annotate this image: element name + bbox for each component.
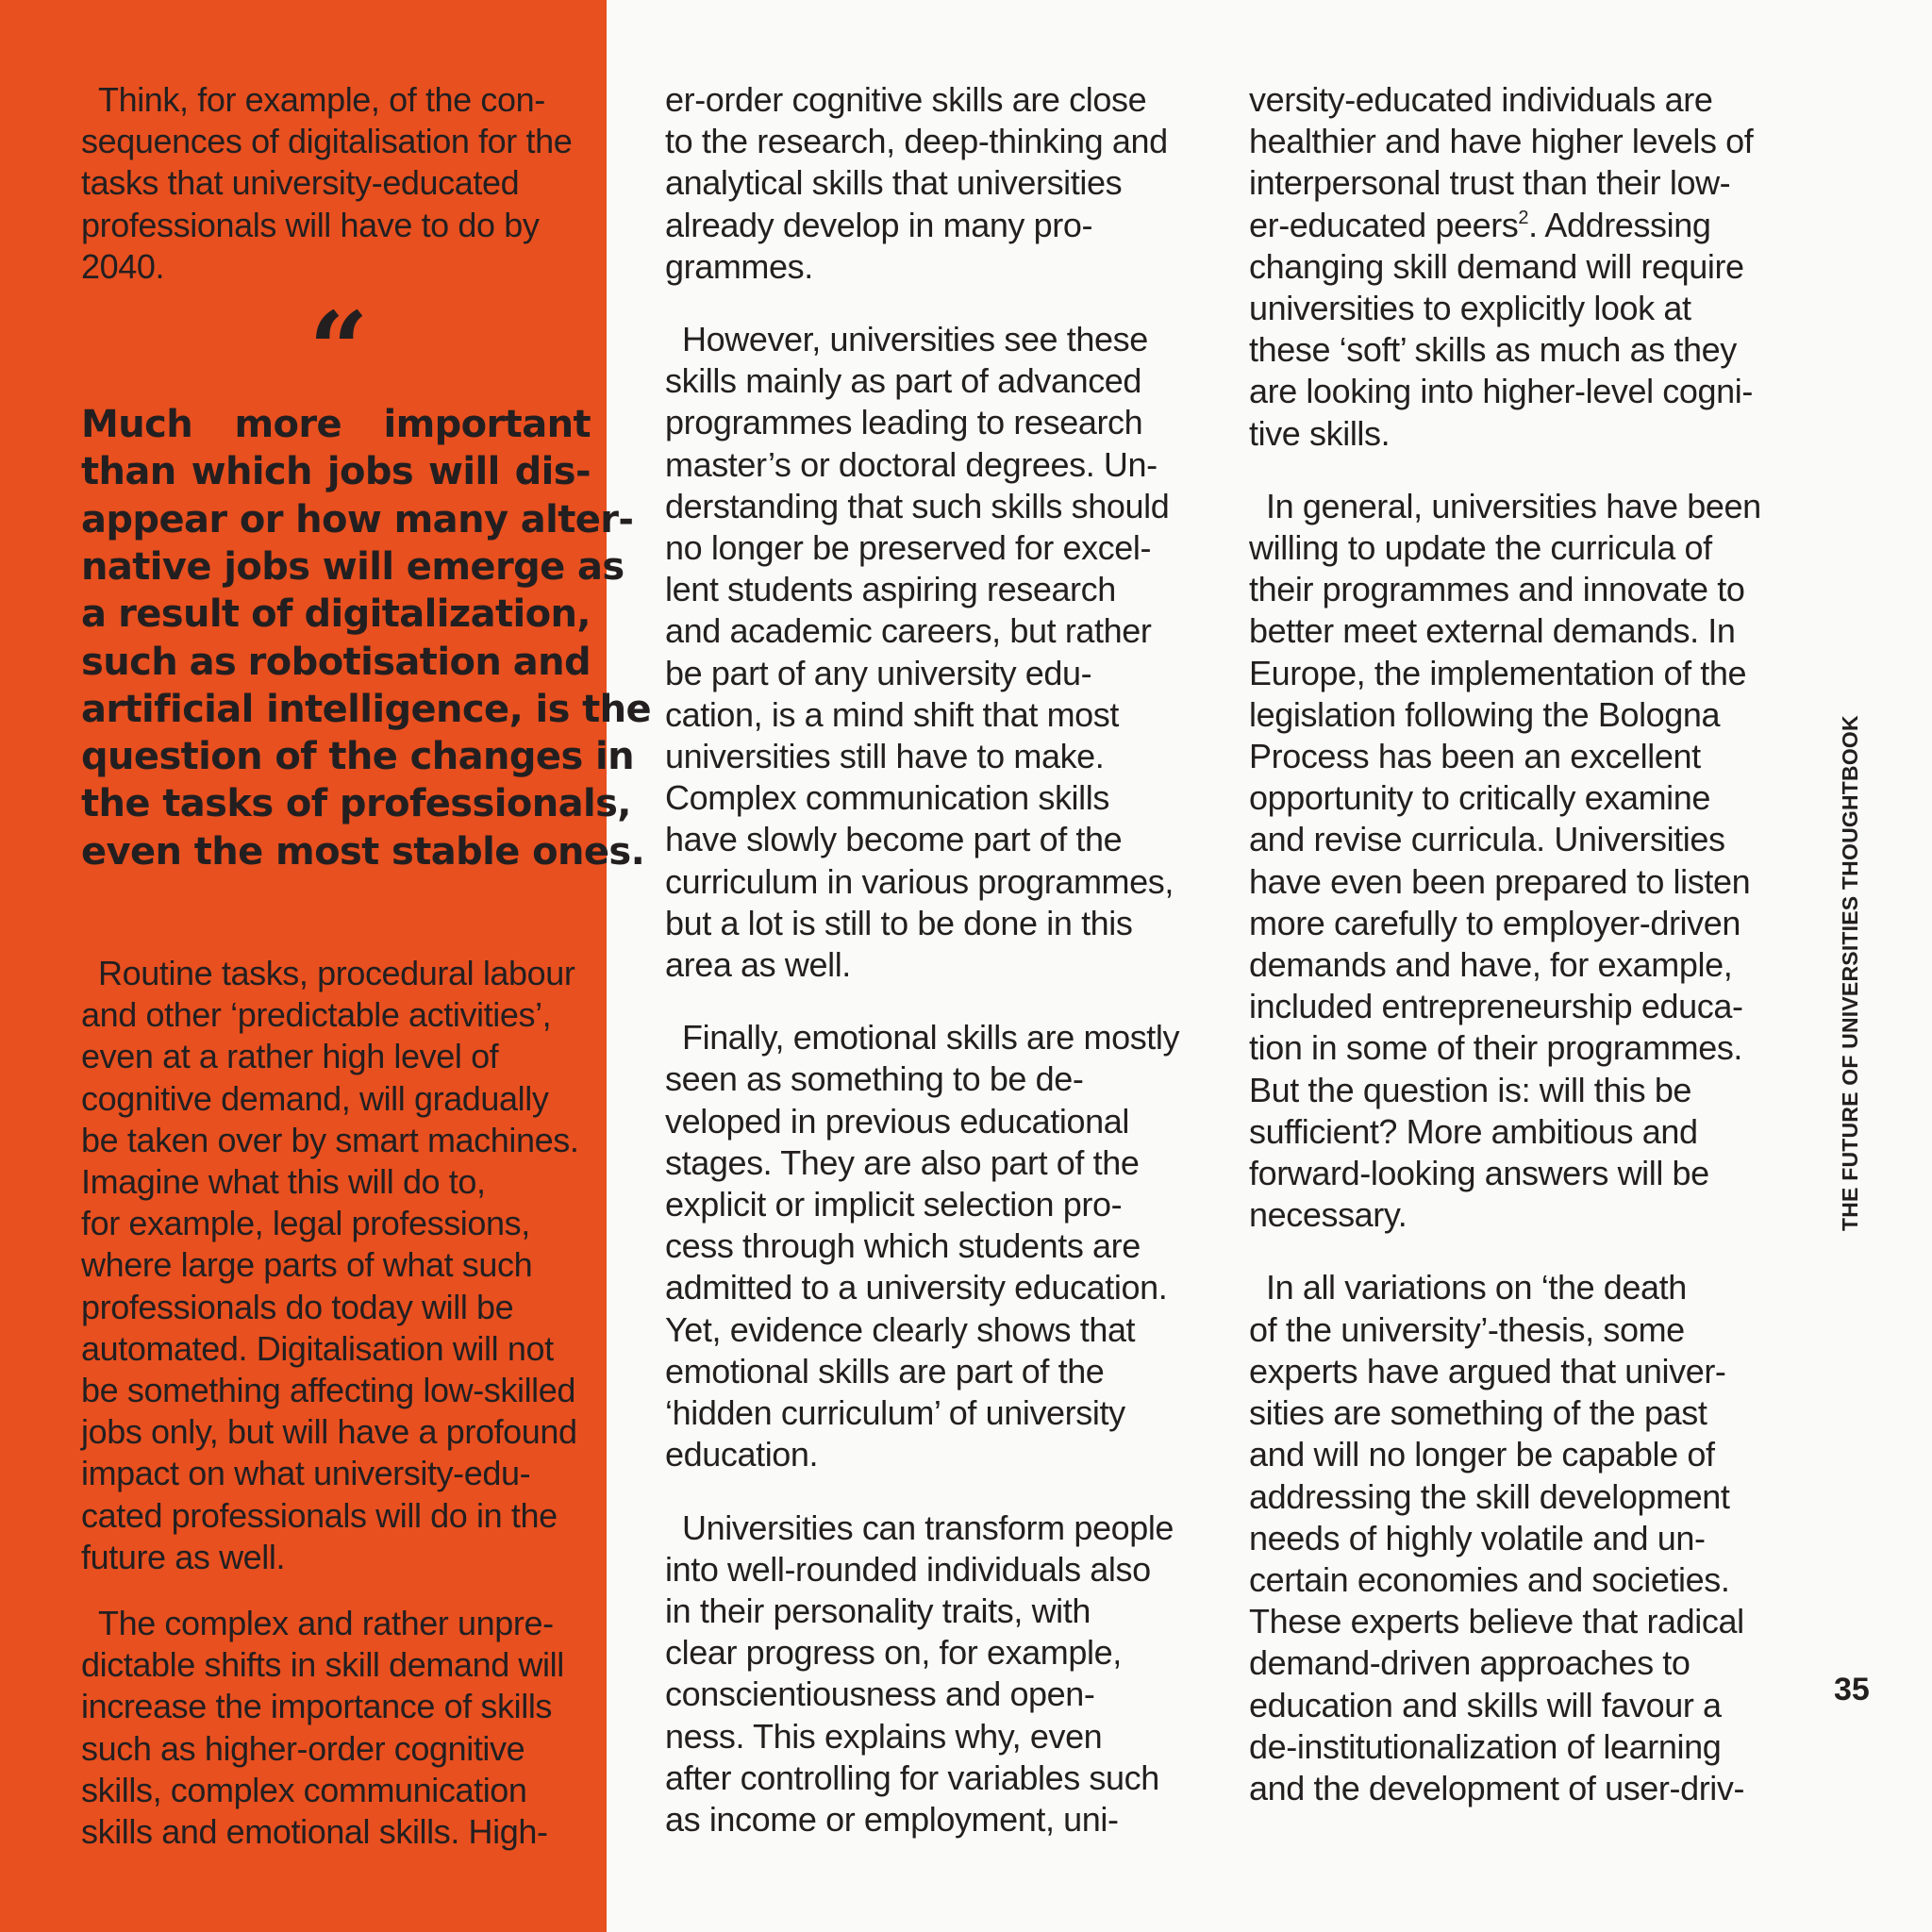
text-line: as income or employment, uni- bbox=[665, 1799, 1119, 1839]
text-line: Imagine what this will do to, bbox=[81, 1162, 486, 1201]
text-line: already develop in many pro- bbox=[665, 205, 1093, 244]
quote-line: even the most stable ones. bbox=[81, 829, 645, 874]
text-line: after controlling for variables such bbox=[665, 1757, 1159, 1797]
text-line: demand-driven approaches to bbox=[1249, 1643, 1690, 1683]
para-death bbox=[1249, 1267, 1763, 1809]
text-line: Finally, emotional skills are mostly bbox=[682, 1018, 1180, 1058]
text-line: In all variations on ‘the death bbox=[1266, 1268, 1687, 1307]
column-right bbox=[1249, 79, 1763, 1809]
text-line: in their personality traits, with bbox=[665, 1591, 1091, 1630]
quote-line: such as robotisation and bbox=[81, 640, 591, 684]
text-line: Process has been an excellent bbox=[1249, 737, 1701, 776]
text-line: Yet, evidence clearly shows that bbox=[665, 1309, 1136, 1349]
text-line: and will no longer be capable of bbox=[1249, 1435, 1715, 1474]
text-line: dictable shifts in skill demand will bbox=[81, 1645, 564, 1685]
text-line: tive skills. bbox=[1249, 413, 1391, 453]
text-line: skills, complex communication bbox=[81, 1770, 527, 1809]
text-line: better meet external demands. In bbox=[1249, 611, 1736, 651]
text-line: programmes leading to research bbox=[665, 403, 1143, 442]
quote-line: question of the changes in bbox=[81, 735, 634, 779]
pull-quote bbox=[81, 401, 652, 875]
para-routine bbox=[81, 953, 591, 1578]
text-line: cation, is a mind shift that most bbox=[665, 694, 1120, 734]
text-line: er-order cognitive skills are close bbox=[665, 80, 1147, 119]
text-line: included entrepreneurship educa- bbox=[1249, 987, 1743, 1026]
text-line: clear progress on, for example, bbox=[665, 1633, 1122, 1673]
text-line: grammes. bbox=[665, 246, 813, 286]
text-line: necessary. bbox=[1249, 1195, 1407, 1235]
text-line: ‘hidden curriculum’ of university bbox=[665, 1393, 1125, 1433]
text-line: be taken over by smart machines. bbox=[81, 1120, 579, 1159]
text-line: universities to explicitly look at bbox=[1249, 289, 1691, 328]
text-line: sequences of digitalisation for the bbox=[81, 122, 573, 161]
text-line: future as well. bbox=[81, 1537, 286, 1576]
para-transform bbox=[665, 1507, 1184, 1841]
text-line: and academic careers, but rather bbox=[665, 611, 1152, 651]
text-line: skills mainly as part of advanced bbox=[665, 361, 1142, 401]
text-line: such as higher-order cognitive bbox=[81, 1728, 525, 1768]
text-line: area as well. bbox=[665, 945, 851, 985]
text-line: explicit or implicit selection pro- bbox=[665, 1185, 1123, 1224]
para-general bbox=[1249, 486, 1763, 1237]
text-line: curriculum in various programmes, bbox=[665, 861, 1174, 901]
text-line: to the research, deep-thinking and bbox=[665, 122, 1168, 161]
quote-line: the tasks of professionals, bbox=[81, 782, 631, 826]
text-line: Think, for example, of the con- bbox=[98, 80, 545, 119]
text-line: their programmes and innovate to bbox=[1249, 570, 1745, 609]
text-line: lent students aspiring research bbox=[665, 570, 1116, 609]
text-line: analytical skills that universities bbox=[665, 163, 1123, 203]
text-line: cess through which students are bbox=[665, 1226, 1141, 1266]
text-line: 2040. bbox=[81, 246, 165, 286]
text-line: have even been prepared to listen bbox=[1249, 861, 1751, 901]
text-line: education. bbox=[665, 1435, 819, 1474]
text-line: professionals do today will be bbox=[81, 1287, 514, 1326]
text-line: jobs only, but will have a profound bbox=[81, 1412, 577, 1452]
text-line: Routine tasks, procedural labour bbox=[98, 953, 575, 992]
text-line: sufficient? More ambitious and bbox=[1249, 1111, 1698, 1151]
text-line: education and skills will favour a bbox=[1249, 1685, 1722, 1724]
text-line: be part of any university edu- bbox=[665, 653, 1092, 692]
text-line: Europe, the implementation of the bbox=[1249, 653, 1747, 692]
text-line: are looking into higher-level cogni- bbox=[1249, 372, 1753, 411]
text-line: tasks that university-educated bbox=[81, 163, 520, 203]
page-number: 35 bbox=[1834, 1672, 1870, 1707]
text-line: skills and emotional skills. High- bbox=[81, 1812, 548, 1852]
text-line: stages. They are also part of the bbox=[665, 1142, 1140, 1182]
text-line: conscientiousness and open- bbox=[665, 1674, 1095, 1714]
para-however bbox=[665, 319, 1184, 986]
para-complex bbox=[81, 1603, 591, 1853]
text-line: no longer be preserved for excel- bbox=[665, 528, 1152, 568]
text-line: opportunity to critically examine bbox=[1249, 778, 1711, 818]
text-line: addressing the skill development bbox=[1249, 1476, 1730, 1516]
quote-line: Much more important bbox=[81, 403, 591, 447]
text-line: increase the importance of skills bbox=[81, 1687, 553, 1726]
text-line: de-institutionalization of learning bbox=[1249, 1726, 1722, 1766]
text-line: legislation following the Bologna bbox=[1249, 694, 1721, 734]
text-line: and revise curricula. Universities bbox=[1249, 820, 1725, 859]
text-line: Complex communication skills bbox=[665, 778, 1109, 818]
text-line: where large parts of what such bbox=[81, 1245, 533, 1285]
text-line: seen as something to be de- bbox=[665, 1059, 1084, 1099]
text-line: and other ‘predictable activities’, bbox=[81, 995, 552, 1035]
text-line: sities are something of the past bbox=[1249, 1393, 1707, 1433]
text-line: However, universities see these bbox=[682, 320, 1148, 359]
quote-line: native jobs will emerge as bbox=[81, 544, 625, 589]
quote-line: a result of digitalization, bbox=[81, 592, 591, 637]
text-line: professionals will have to do by bbox=[81, 205, 540, 244]
text-line: But the question is: will this be bbox=[1249, 1070, 1692, 1109]
text-line: cognitive demand, will gradually bbox=[81, 1078, 549, 1118]
quote-line: artificial intelligence, is the bbox=[81, 687, 652, 731]
para-cont-middle bbox=[665, 79, 1184, 288]
quote-line: appear or how many alter- bbox=[81, 497, 634, 541]
running-title: THE FUTURE OF UNIVERSITIES THOUGHTBOOK bbox=[1838, 715, 1862, 1231]
text-line: these ‘soft’ skills as much as they bbox=[1249, 330, 1737, 370]
text-line: derstanding that such skills should bbox=[665, 486, 1170, 525]
text-line: demands and have, for example, bbox=[1249, 945, 1733, 985]
text-line: healthier and have higher levels of bbox=[1249, 122, 1754, 161]
text-line: have slowly become part of the bbox=[665, 820, 1123, 859]
text-line: and the development of user-driv- bbox=[1249, 1768, 1745, 1807]
text-line: veloped in previous educational bbox=[665, 1101, 1129, 1141]
text-line: even at a rather high level of bbox=[81, 1037, 499, 1076]
text-line: interpersonal trust than their low- bbox=[1249, 163, 1731, 203]
text-line: In general, universities have been bbox=[1266, 486, 1761, 525]
text-line: Universities can transform people bbox=[682, 1507, 1174, 1547]
text-line: be something affecting low-skilled bbox=[81, 1371, 576, 1410]
text-line: master’s or doctoral degrees. Un- bbox=[665, 444, 1158, 484]
text-line: tion in some of their programmes. bbox=[1249, 1028, 1743, 1068]
text-line: These experts believe that radical bbox=[1249, 1602, 1744, 1641]
text-line: more carefully to employer-driven bbox=[1249, 903, 1740, 942]
text-line: certain economies and societies. bbox=[1249, 1559, 1730, 1599]
text-line: cated professionals will do in the bbox=[81, 1495, 558, 1535]
text-line: but a lot is still to be done in this bbox=[665, 903, 1133, 942]
text-line: needs of highly volatile and un- bbox=[1249, 1518, 1706, 1557]
text-line: forward-looking answers will be bbox=[1249, 1154, 1709, 1193]
column-left bbox=[81, 79, 652, 1853]
text-line: emotional skills are part of the bbox=[665, 1351, 1105, 1391]
text-line: of the university’-thesis, some bbox=[1249, 1309, 1685, 1349]
quote-line: than which jobs will dis- bbox=[81, 450, 591, 494]
text-line: into well-rounded individuals also bbox=[665, 1549, 1151, 1589]
text-line: automated. Digitalisation will not bbox=[81, 1328, 554, 1368]
text-line: changing skill demand will require bbox=[1249, 246, 1744, 286]
open-quote-icon: “ bbox=[308, 289, 363, 411]
para-cont-right bbox=[1249, 79, 1763, 455]
footnote-line: er-educated peers$^2$. Addressing bbox=[1249, 205, 1711, 244]
para-finally bbox=[665, 1017, 1184, 1475]
text-line: for example, legal professions, bbox=[81, 1204, 530, 1243]
text-line: versity-educated individuals are bbox=[1249, 80, 1713, 119]
footnote-ref-2[interactable]: 2 bbox=[1518, 207, 1529, 228]
text-line: impact on what university-edu- bbox=[81, 1454, 531, 1493]
text-line: willing to update the curricula of bbox=[1249, 528, 1712, 568]
text-line: experts have argued that univer- bbox=[1249, 1351, 1726, 1391]
text-line: ness. This explains why, even bbox=[665, 1716, 1103, 1756]
text-line: universities still have to make. bbox=[665, 737, 1105, 776]
column-middle bbox=[665, 79, 1184, 1840]
text-line: The complex and rather unpre- bbox=[98, 1604, 554, 1643]
text-line: admitted to a university education. bbox=[665, 1268, 1168, 1307]
para-intro bbox=[81, 79, 591, 288]
